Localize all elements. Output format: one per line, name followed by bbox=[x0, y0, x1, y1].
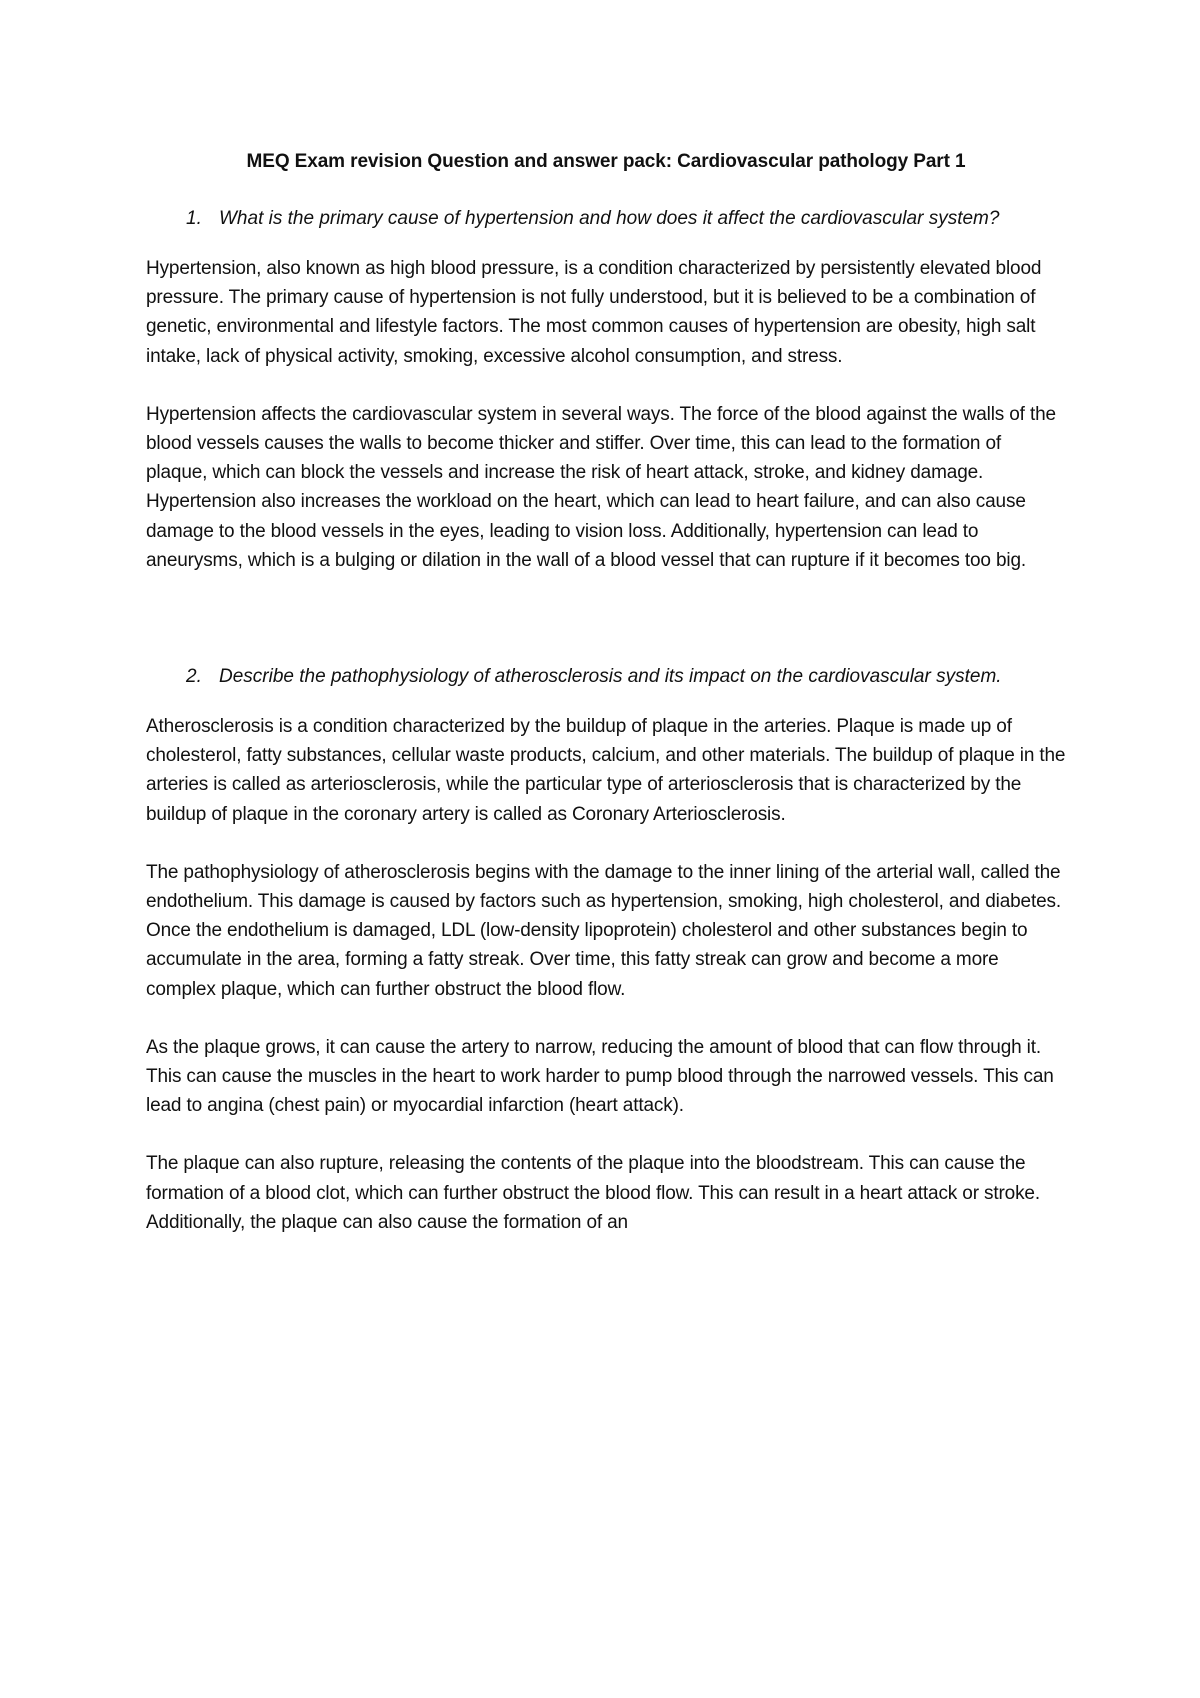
question-text: Describe the pathophysiology of atherosclerosis and its impact on the cardiovascular system. bbox=[219, 666, 1002, 688]
answer-paragraph: Hypertension affects the cardiovascular system in several ways. The force of the blood against the walls of the blood vessels causes the walls to become thicker and stiffer. Over time, this can lead to the formation of plaque, which can block the vessels and increase the risk of heart attack, stroke, and kidney damage. Hypertension also increases the workload on the heart, which can lead to heart failure, and can also cause damage to the blood vessels in the eyes, leading to vision loss. Additionally, hypertension can lead to aneurysms, which is a bulging or dilation in the wall of a blood vessel that can rupture if it becomes too big. bbox=[146, 403, 1056, 571]
section-spacer bbox=[146, 604, 1066, 662]
document-content bbox=[146, 148, 1066, 1266]
answer-paragraph: The pathophysiology of atherosclerosis begins with the damage to the inner lining of the arterial wall, called the endothelium. This damage is caused by factors such as hypertension, smoking, high cholesterol, and diabetes. Once the endothelium is damaged, LDL (low-density lipoprotein) cholesterol and other substances begin to accumulate in the area, forming a fatty streak. Over time, this fatty streak can grow and become a more complex plaque, which can further obstruct the blood flow. bbox=[146, 861, 1061, 1000]
question-2 bbox=[146, 662, 1066, 691]
document-title: MEQ Exam revision Question and answer pack: Cardiovascular pathology Part 1 bbox=[246, 151, 966, 172]
question-number: 1. bbox=[186, 208, 202, 229]
question-number: 2. bbox=[186, 666, 202, 688]
question-1 bbox=[146, 204, 1066, 233]
answer-paragraph: Atherosclerosis is a condition characterized by the buildup of plaque in the arteries. Plaque is made up of cholesterol, fatty substances, cellular waste products, calcium, and other materials. The buildup of plaque in the arteries is called as arteriosclerosis, while the particular type of arteriosclerosis that is characterized by the buildup of plaque in the coronary artery is called as Coronary Arteriosclerosis. bbox=[146, 716, 1066, 825]
answer-paragraph: The plaque can also rupture, releasing the contents of the plaque into the bloodstream. This can cause the formation of a blood clot, which can further obstruct the blood flow. This can result in a heart attack or stroke. Additionally, the plaque can also cause the formation of an bbox=[146, 1153, 1040, 1233]
answer-paragraph: Hypertension, also known as high blood pressure, is a condition characterized by persistently elevated blood pressure. The primary cause of hypertension is not fully understood, but it is believed to be a combination of genetic, environmental and lifestyle factors. The most common causes of hypertension are obesity, high salt intake, lack of physical activity, smoking, excessive alcohol consumption, and stress. bbox=[146, 258, 1042, 367]
question-text: What is the primary cause of hypertension and how does it affect the cardiovascular system? bbox=[219, 208, 1000, 229]
answer-paragraph: As the plaque grows, it can cause the artery to narrow, reducing the amount of blood that can flow through it. This can cause the muscles in the heart to work harder to pump blood through the narrowed vessels. This can lead to angina (chest pain) or myocardial infarction (heart attack). bbox=[146, 1036, 1054, 1117]
